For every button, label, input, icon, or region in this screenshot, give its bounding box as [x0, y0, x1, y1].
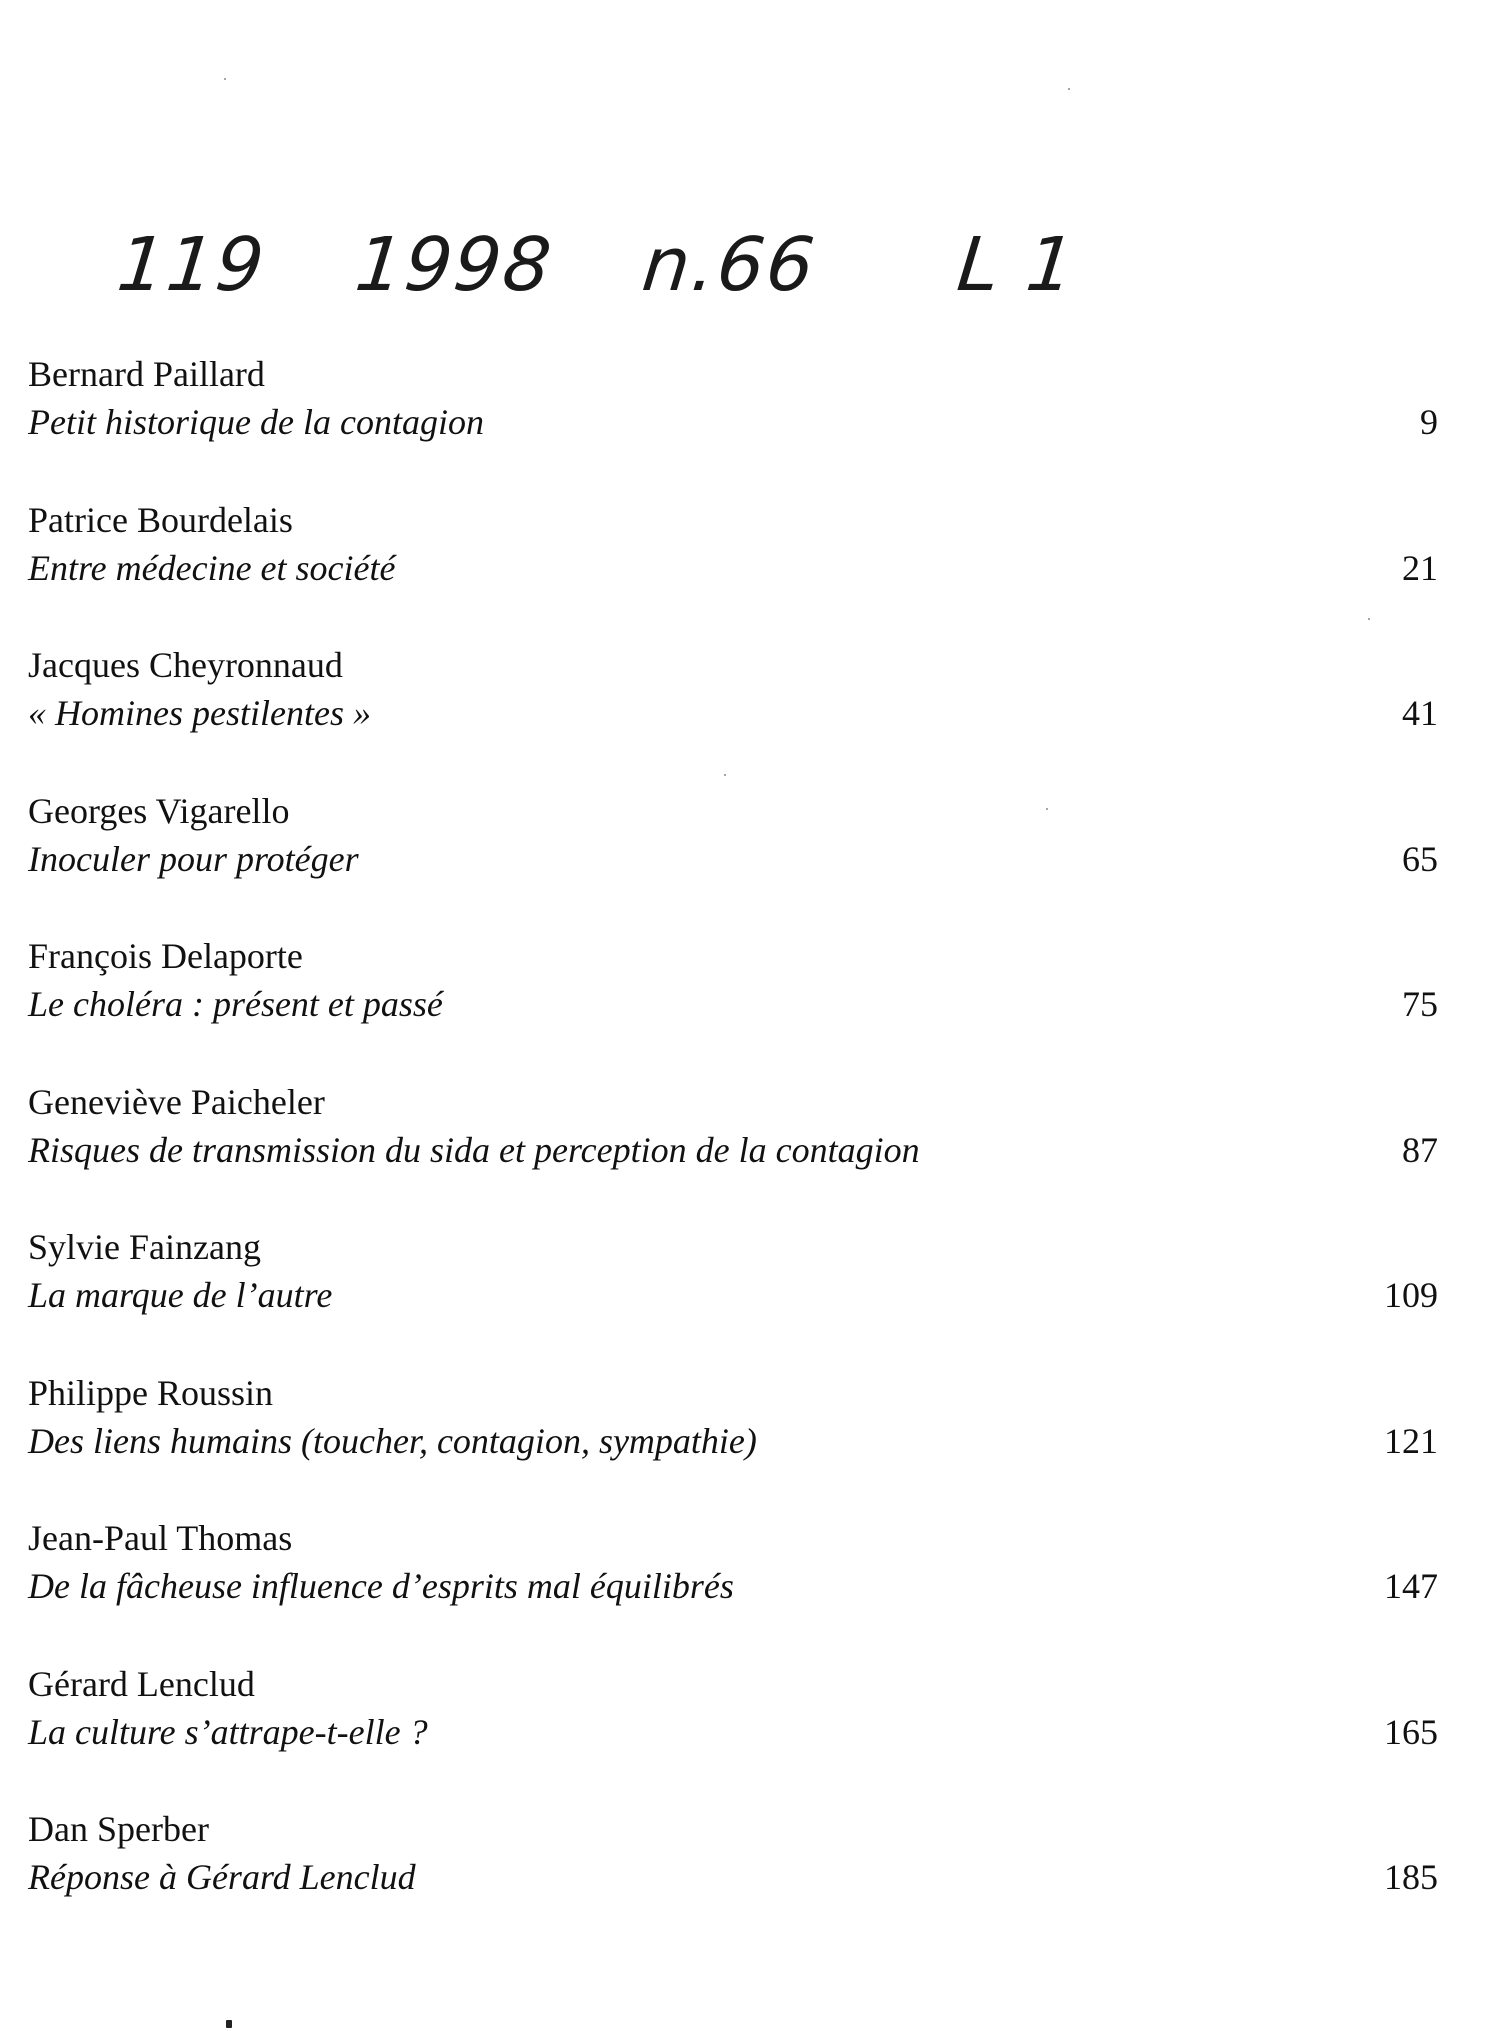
scan-speck [1046, 808, 1048, 810]
toc-title: De la fâcheuse influence d’esprits mal équilibrés [28, 1566, 734, 1606]
toc-author: Bernard Paillard [28, 354, 265, 394]
toc-title: Petit historique de la contagion [28, 402, 484, 442]
toc-entry [28, 643, 1458, 789]
toc-title: Risques de transmission du sida et perception de la contagion [28, 1129, 920, 1170]
toc-page-number: 165 [1384, 1711, 1438, 1752]
toc-title: La culture s’attrape-t-elle ? [28, 1711, 428, 1752]
handwritten-number: n.66 [638, 222, 821, 308]
toc-title: La marque de l’autre [28, 1275, 333, 1315]
toc-page-number: 21 [1402, 547, 1438, 588]
toc-page-number: 87 [1402, 1129, 1438, 1170]
toc-entry [28, 1080, 1458, 1226]
toc-title: Inoculer pour protéger [28, 838, 359, 879]
toc-title: « Homines pestilentes » [28, 693, 371, 733]
toc-entry [28, 1371, 1458, 1517]
toc-author: Gérard Lenclud [28, 1663, 255, 1704]
handwritten-year: 1998 [351, 222, 557, 308]
toc-title: Le choléra : présent et passé [28, 984, 443, 1024]
scan-speck [724, 774, 726, 776]
toc-title: Réponse à Gérard Lenclud [28, 1857, 416, 1897]
toc-author: Georges Vigarello [28, 790, 290, 831]
toc-entry [28, 498, 1458, 644]
handwritten-shelf-note [113, 222, 1138, 342]
toc-title: Des liens humains (toucher, contagion, sympathie) [28, 1420, 757, 1461]
toc-author: Geneviève Paicheler [28, 1081, 325, 1122]
toc-page-number: 147 [1384, 1566, 1438, 1606]
scan-speck [224, 78, 226, 80]
toc-entry [28, 1807, 1458, 1953]
toc-entry [28, 352, 1458, 498]
toc-title: Entre médecine et société [28, 547, 396, 588]
handwritten-shelf: L 1 [953, 222, 1081, 308]
toc-page-number: 75 [1402, 984, 1438, 1024]
toc-page-number: 185 [1384, 1857, 1438, 1897]
toc-entry [28, 1225, 1458, 1371]
toc-page-number: 109 [1384, 1275, 1438, 1315]
toc-entry [28, 789, 1458, 935]
toc-entry [28, 1516, 1458, 1662]
toc-author: Sylvie Fainzang [28, 1227, 261, 1267]
toc-author: Patrice Bourdelais [28, 499, 293, 540]
toc-author: Philippe Roussin [28, 1372, 274, 1413]
scan-speck [1368, 618, 1370, 620]
toc-author: François Delaporte [28, 936, 303, 976]
toc-page-number: 41 [1402, 693, 1438, 733]
toc-page-number: 121 [1384, 1420, 1438, 1461]
toc-page-number: 65 [1402, 838, 1438, 879]
toc-page-number: 9 [1420, 402, 1438, 442]
scan-speck [226, 2020, 232, 2028]
toc-author: Jacques Cheyronnaud [28, 645, 343, 685]
toc-entry [28, 934, 1458, 1080]
toc-author: Dan Sperber [28, 1809, 209, 1849]
toc-author: Jean-Paul Thomas [28, 1518, 293, 1558]
handwritten-volume: 119 [113, 222, 270, 308]
scan-speck [1068, 88, 1070, 90]
table-of-contents [28, 352, 1458, 1953]
toc-entry [28, 1662, 1458, 1808]
